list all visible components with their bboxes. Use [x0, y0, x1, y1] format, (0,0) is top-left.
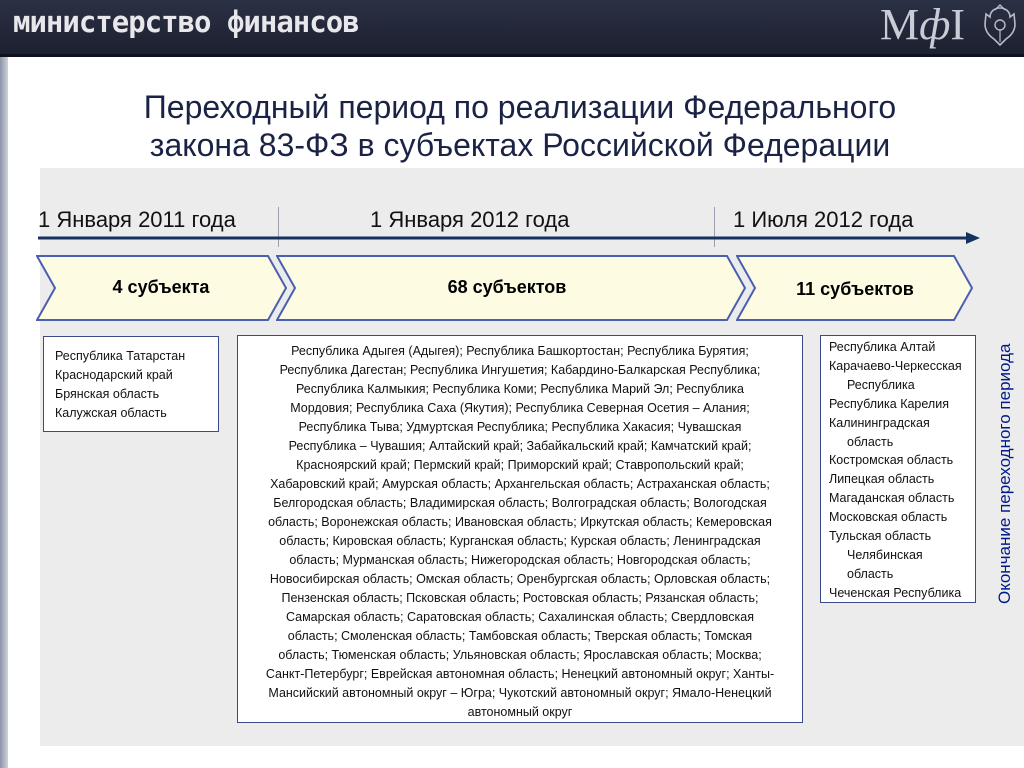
list-item: Калининградская [829, 415, 930, 430]
date-end: 1 Июля 2012 года [733, 207, 914, 232]
list-item: Республика Алтай [829, 340, 936, 354]
ministry-name: министерство финансов [13, 5, 359, 39]
list-item-continuation: область [847, 434, 894, 449]
list-item: Брянская область [55, 387, 160, 401]
stage-2-subjects [237, 335, 803, 723]
stage-3-subjects [820, 335, 976, 603]
text-line: область; Кировская область; Курганская область; Курская область; Ленинградская [279, 534, 761, 548]
text-line: Хабаровский край; Амурская область; Архангельская область; Астраханская область; [270, 477, 770, 491]
text-line: область; Воронежская область; Ивановская область; Иркутская область; Кемеровская [268, 515, 772, 529]
stage-3-label: 11 субъектов [796, 279, 914, 299]
list-item: Костромская область [829, 453, 954, 468]
coat-of-arms-icon [982, 4, 1018, 48]
stage-2-label: 68 субъектов [447, 277, 567, 297]
text-line: Мордовия; Республика Саха (Якутия); Республика Северная Осетия – Алания; [290, 401, 750, 415]
text-line: Республика Дагестан; Республика Ингушетия; Кабардино-Балкарская Республика; [279, 363, 761, 377]
text-line: Республика Калмыкия; Республика Коми; Республика Марий Эл; Республика [295, 382, 745, 396]
left-side-rule [0, 57, 8, 768]
list-item: Краснодарский край [55, 368, 173, 382]
text-line: Новосибирская область; Омская область; Оренбургская область; Орловская область; [269, 572, 771, 586]
stage-1-subjects [43, 336, 219, 432]
text-line: автономный округ [467, 705, 573, 719]
date-start: 1 Января 2011 года [38, 207, 236, 232]
title-line-2: закона 83-ФЗ в субъектах Российской Федерации [149, 127, 891, 163]
text-line: Мансийский автономный округ – Югра; Чукотский автономный округ; Ямало-Ненецкий [268, 686, 772, 700]
list-item: Магаданская область [829, 491, 955, 506]
text-line: Республика – Чувашия; Алтайский край; Забайкальский край; Камчатский край; [288, 439, 752, 453]
list-item-continuation: Челябинская [847, 547, 923, 562]
text-line: Самарская область; Саратовская область; Сахалинская область; Свердловская [285, 610, 755, 624]
list-item: Липецкая область [829, 472, 935, 487]
list-item: Карачаево-Черкесская [829, 358, 962, 373]
list-item: Калужская область [55, 406, 167, 420]
list-item: Тульская область [829, 529, 932, 544]
text-line: область; Мурманская область; Нижегородская область; Новгородская область; [289, 553, 751, 567]
list-item-continuation: область [847, 566, 894, 581]
ministry-logo [880, 2, 978, 48]
list-item-continuation: Республика [847, 377, 915, 392]
timeline-arrow [0, 228, 1024, 248]
text-line: область; Тюменская область; Ульяновская область; Ярославская область; Москва; [278, 648, 762, 662]
text-line: область; Смоленская область; Тамбовская область; Тверская область; Томская [287, 629, 753, 643]
logo-letter-i: I [950, 0, 966, 49]
end-label-text: Окончание переходного периода [995, 343, 1014, 604]
stage-1-label: 4 субъекта [112, 277, 210, 297]
page-title [40, 88, 1000, 164]
end-of-transition-label [993, 312, 1023, 612]
list-item: Чеченская Республика [829, 585, 962, 600]
logo-letter-m: М [880, 0, 920, 49]
text-line: Республика Адыгея (Адыгея); Республика Башкортостан; Республика Бурятия; [291, 344, 749, 358]
text-line: Белгородская область; Владимирская область; Волгоградская область; Вологодская [273, 496, 767, 510]
text-line: Республика Тыва; Удмуртская Республика; Республика Хакасия; Чувашская [298, 420, 742, 434]
header-bar [0, 0, 1024, 57]
date-middle: 1 Января 2012 года [370, 207, 570, 232]
text-line: Красноярский край; Пермский край; Приморский край; Ставропольский край; [296, 458, 744, 472]
text-line: Пензенская область; Псковская область; Ростовская область; Рязанская область; [281, 591, 759, 605]
text-line: Санкт-Петербург; Еврейская автономная область; Ненецкий автономный округ; Ханты- [265, 667, 775, 681]
list-item: Республика Карелия [829, 396, 949, 411]
list-item: Республика Татарстан [55, 349, 186, 363]
list-item: Московская область [829, 510, 948, 525]
title-line-1: Переходный период по реализации Федерального [143, 89, 897, 125]
logo-letter-f: ф [919, 0, 951, 49]
